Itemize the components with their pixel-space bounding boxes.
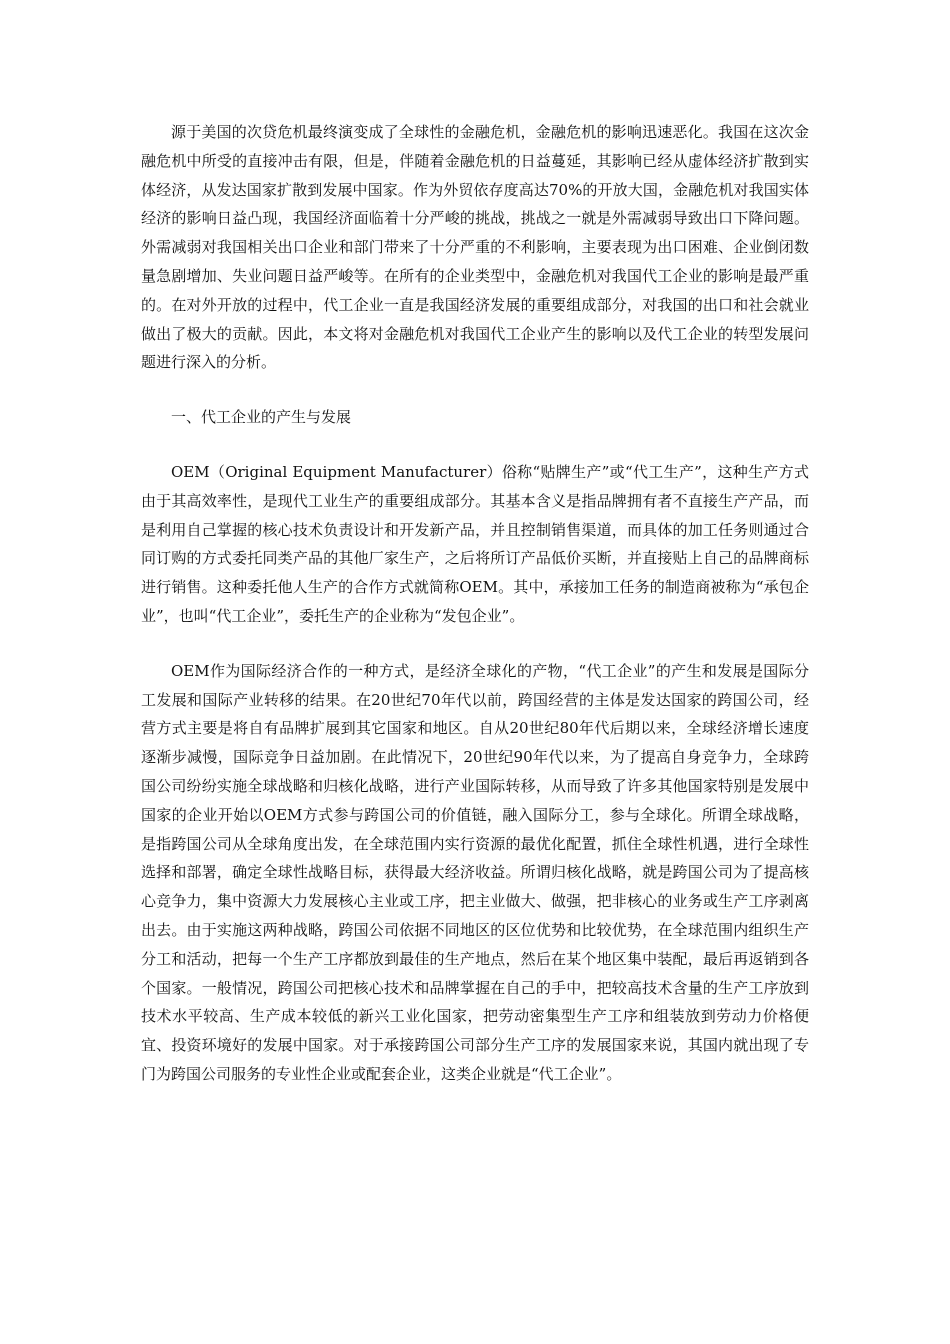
oem-definition-paragraph: OEM（Original Equipment Manufacturer）俗称“贴牌生产”或“代工生产”，这种生产方式由于其高效率性，是现代工业生产的重要组成部分。其基本含义是指品牌拥有者不直接生产产品，而是利用自己掌握的核心技术负责设计和开发新产品，并且控制销售渠道，而具体的加工任务则通过合同订购的方式委托同类产品的其他厂家生产，之后将所订产品低价买断，并直接贴上自己的品牌商标进行销售。这种委托他人生产的合作方式就简称OEM。其中，承接加工任务的制造商被称为“承包企业”，也叫“代工企业”，委托生产的企业称为“发包企业”。: [141, 462, 809, 625]
document-body: [141, 118, 809, 1089]
oem-development-paragraph: OEM作为国际经济合作的一种方式，是经济全球化的产物，“代工企业”的产生和发展是国际分工发展和国际产业转移的结果。在20世纪70年代以前，跨国经营的主体是发达国家的跨国公司，经营方式主要是将自有品牌扩展到其它国家和地区。自从20世纪80年代后期以来，全球经济增长速度逐渐步减慢，国际竞争日益加剧。在此情况下，20世纪90年代以来，为了提高自身竞争力，全球跨国公司纷纷实施全球战略和归核化战略，进行产业国际转移，从而导致了许多其他国家特别是发展中国家的企业开始以OEM方式参与跨国公司的价值链，融入国际分工，参与全球化。所谓全球战略，是指跨国公司从全球角度出发，在全球范围内实行资源的最优化配置，抓住全球性机遇，进行全球性选择和部署，确定全球性战略目标，获得最大经济收益。所谓归核化战略，就是跨国公司为了提高核心竞争力，集中资源大力发展核心主业或工序，把主业做大、做强，把非核心的业务或生产工序剥离出去。由于实施这两种战略，跨国公司依据不同地区的区位优势和比较优势，在全球范围内组织生产分工和活动，把每一个生产工序都放到最佳的生产地点，然后在某个地区集中装配，最后再返销到各个国家。一般情况，跨国公司把核心技术和品牌掌握在自己的手中，把较高技术含量的生产工序放到技术水平较高、生产成本较低的新兴工业化国家，把劳动密集型生产工序和组装放到劳动力价格便宜、投资环境好的发展中国家。对于承接跨国公司部分生产工序的发展国家来说，其国内就出现了专门为跨国公司服务的专业性企业或配套企业，这类企业就是“代工企业”。: [141, 661, 809, 1083]
intro-paragraph: 源于美国的次贷危机最终演变成了全球性的金融危机，金融危机的影响迅速恶化。我国在这次金融危机中所受的直接冲击有限，但是，伴随着金融危机的日益蔓延，其影响已经从虚体经济扩散到实体经济，从发达国家扩散到发展中国家。作为外贸依存度高达70%的开放大国，金融危机对我国实体经济的影响日益凸现，我国经济面临着十分严峻的挑战，挑战之一就是外需减弱导致出口下降问题。外需减弱对我国相关出口企业和部门带来了十分严重的不利影响，主要表现为出口困难、企业倒闭数量急剧增加、失业问题日益严峻等。在所有的企业类型中，金融危机对我国代工企业的影响是最严重的。在对外开放的过程中，代工企业一直是我国经济发展的重要组成部分，对我国的出口和社会就业做出了极大的贡献。因此，本文将对金融危机对我国代工企业产生的影响以及代工企业的转型发展问题进行深入的分析。: [141, 123, 809, 372]
section-heading: 一、代工企业的产生与发展: [171, 408, 352, 427]
